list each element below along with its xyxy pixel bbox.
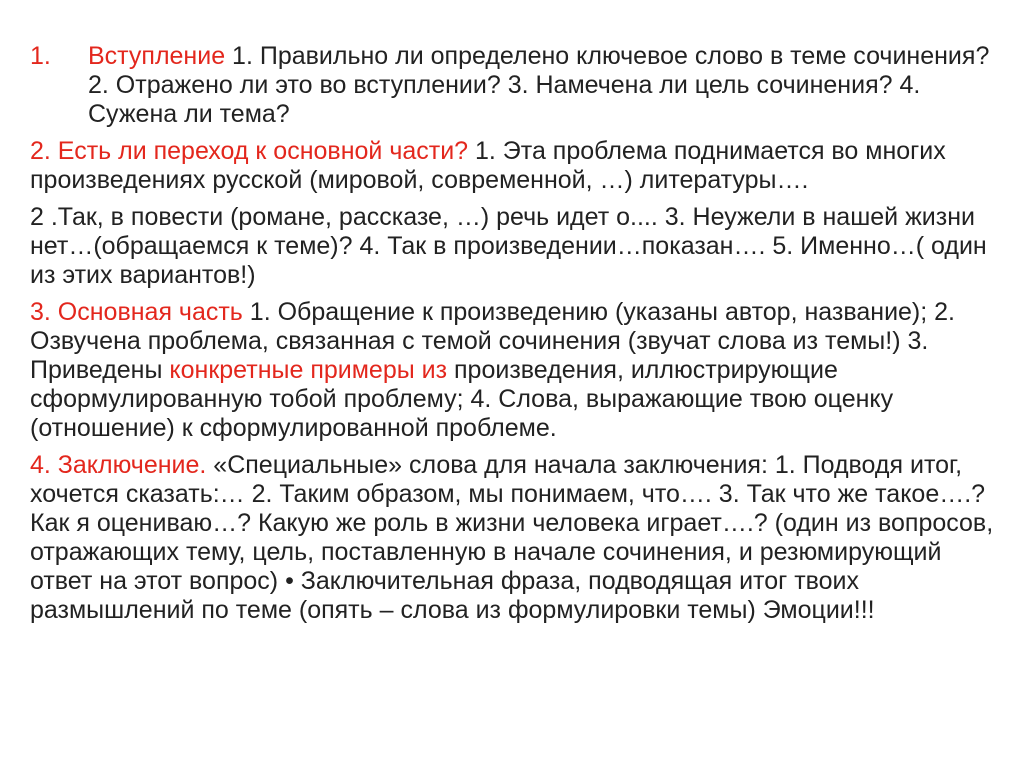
item-conclusion: [30, 451, 995, 625]
text-introduction: 1. Правильно ли определено ключевое слово в теме сочинения? 2. Отражено ли это во вступлении? 3. Намечена ли цель сочинения? 4. Сужена ли тема?: [88, 42, 990, 128]
heading-introduction: Вступление: [88, 42, 226, 70]
item-transition: [30, 137, 995, 195]
item-introduction-body: [88, 42, 995, 129]
list-marker: 1.: [30, 42, 51, 70]
text-main-part-before: 1. Обращение к произведению (указаны автор, название); 2. Озвучена проблема, связанная с темой сочинения (звучат слова из темы!) 3. Приведены: [30, 298, 956, 384]
item-transition-continued: [30, 203, 995, 290]
heading-transition: 2. Есть ли переход к основной части?: [30, 137, 469, 165]
text-transition-continued: 2 .Так, в повести (романе, рассказе, …) речь идет о.... 3. Неужели в нашей жизни нет…(обращаемся к теме)? 4. Так в произведении…показан…. 5. Именно…( один из этих вариантов!): [30, 203, 987, 289]
highlight-concrete-examples: конкретные примеры из: [169, 356, 448, 384]
text-transition: 1. Эта проблема поднимается во многих произведениях русской (мировой, современной, …) литературы….: [30, 137, 946, 194]
text-main-part-after: произведения, иллюстрирующие сформулированную тобой проблему; 4. Слова, выражающие твою оценку (отношение) к сформулированной проблеме.: [30, 356, 894, 442]
item-introduction: [30, 42, 995, 129]
item-main-part: [30, 298, 995, 443]
slide-content: [30, 42, 995, 633]
text-conclusion: «Специальные» слова для начала заключения: 1. Подводя итог, хочется сказать:… 2. Таким образом, мы понимаем, что…. 3. Так что же такое….? Как я оцениваю…? Какую же роль в жизни человека играет….? (один из вопросов, отражающих тему, цель, поставленную в начале сочинения, и резюмирующий ответ на этот вопрос) • Заключительная фраза, подводящая итог твоих размышлений по теме (опять – слова из формулировки темы) Эмоции!!!: [30, 451, 994, 624]
heading-main-part: 3. Основная часть: [30, 298, 243, 326]
heading-conclusion: 4. Заключение.: [30, 451, 207, 479]
